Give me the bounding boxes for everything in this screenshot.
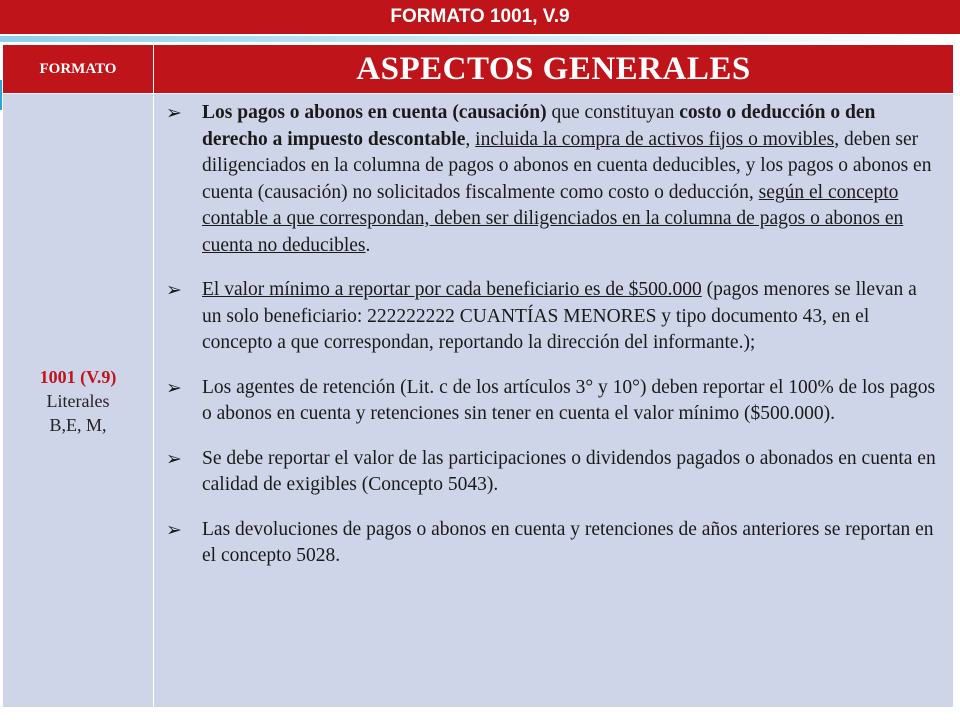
text-run: incluida la compra de activos fijos o movibles: [475, 128, 835, 150]
format-table: [2, 44, 954, 708]
list-item: [154, 277, 937, 357]
text-run: Las devoluciones de pagos o abonos en cuenta y retenciones de años anteriores se reportan en el concepto 5028.: [202, 518, 934, 566]
text-run: El valor mínimo a reportar por cada beneficiario es de $500.000: [202, 279, 702, 300]
format-cell: [3, 94, 154, 708]
text-run: que constituyan: [546, 102, 680, 123]
format-literals-label: Literales: [46, 390, 110, 411]
table-body-row: [3, 94, 954, 708]
format-code: 1001 (V.9): [39, 366, 117, 387]
aspects-list: [154, 100, 937, 570]
decorative-line: [0, 36, 960, 42]
text-run: Se debe reportar el valor de las participaciones o dividendos pagados o abonados en cuenta en calidad de exigibles (Concepto 5043).: [202, 447, 936, 495]
column-header-aspectos: ASPECTOS GENERALES: [154, 45, 954, 94]
list-item: [154, 375, 937, 428]
text-run: , deben ser diligenciados en la columna de pagos o abonos en cuenta deducibles, y los pagos o abonos en cuenta (causación) no solicitados fiscalmente como costo o deducción,: [202, 128, 932, 203]
slide-title-bar: [0, 0, 960, 34]
text-run: (pagos menores se llevan a un solo beneficiario: 222222222 CUANTÍAS MENORES y tipo documento 43, en el concepto a que correspondan, reportando la dirección del informante.);: [202, 279, 917, 353]
arrow-bullet-icon: ➢: [166, 102, 182, 124]
table-header-row: [3, 45, 954, 94]
arrow-bullet-icon: ➢: [166, 447, 182, 470]
column-header-formato: FORMATO: [3, 45, 154, 94]
list-item: [154, 446, 937, 499]
text-run: costo o deducción o den derecho a impuesto descontable: [202, 102, 876, 150]
arrow-bullet-icon: ➢: [166, 518, 182, 541]
arrow-bullet-icon: ➢: [166, 376, 182, 399]
aspects-cell: [154, 94, 954, 708]
text-run: según el concepto contable a que correspondan, deben ser diligenciados en la columna de pagos o abonos en cuenta no deducibles: [202, 181, 904, 256]
format-literals-values: B,E, M,: [49, 414, 107, 435]
text-run: (causación): [452, 102, 547, 123]
text-run: Los agentes de retención (Lit. c de los artículos 3° y 10°) deben reportar el 100% de los pagos o abonos en cuenta y retenciones sin tener en cuenta el valor mínimo ($500.000).: [202, 376, 936, 424]
text-run: .: [365, 234, 371, 256]
arrow-bullet-icon: ➢: [166, 279, 182, 301]
text-run: ,: [465, 128, 476, 150]
text-run: Los pagos o abonos en cuenta: [202, 102, 453, 123]
slide-title: FORMATO 1001, V.9: [390, 6, 570, 27]
list-item: [154, 517, 937, 570]
list-item: [154, 100, 937, 259]
